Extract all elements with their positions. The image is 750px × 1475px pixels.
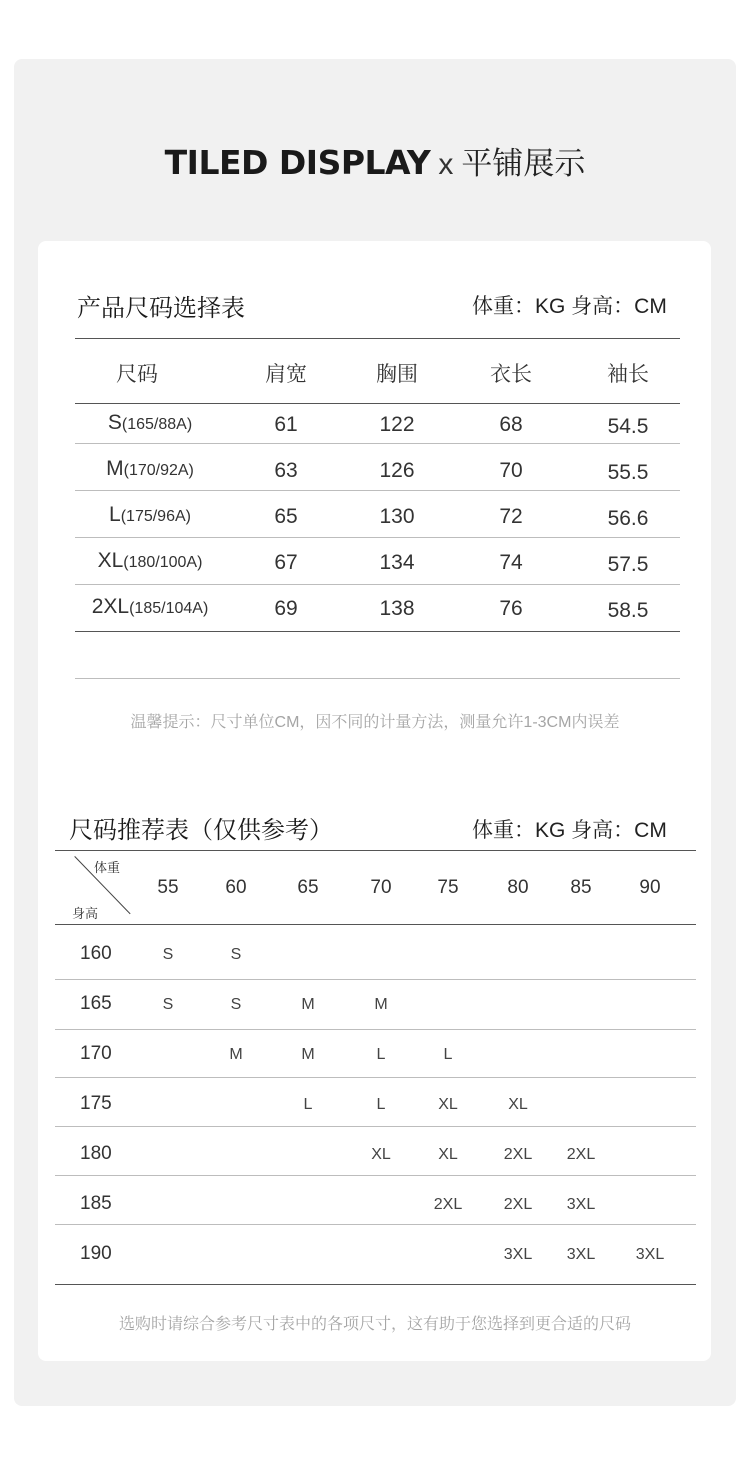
weight-col-header: 90 bbox=[639, 877, 661, 898]
heading-chinese: 平铺展示 bbox=[461, 146, 586, 181]
size-table-cell: 55.5 bbox=[607, 461, 649, 484]
recommend-cell: 3XL bbox=[566, 1196, 596, 1213]
size-table-end-rule bbox=[75, 631, 680, 632]
height-label: 170 bbox=[80, 1043, 112, 1064]
height-label: 180 bbox=[80, 1143, 112, 1164]
size-table-header-rule bbox=[75, 403, 680, 404]
recommend-row-rule bbox=[55, 1029, 696, 1030]
size-table-row bbox=[0, 457, 750, 487]
size-col-header: 尺码 bbox=[116, 363, 158, 386]
recommend-row-rule bbox=[55, 1175, 696, 1176]
recommend-row bbox=[0, 943, 750, 973]
recommend-row-rule bbox=[55, 1126, 696, 1127]
size-code: L bbox=[109, 503, 121, 526]
recommend-cell: XL bbox=[438, 1096, 458, 1113]
size-table-header bbox=[0, 358, 750, 388]
recommend-cell: 2XL bbox=[433, 1196, 463, 1213]
size-code: XL bbox=[97, 549, 124, 572]
size-table-cell: 134 bbox=[379, 551, 415, 574]
size-code: S bbox=[107, 411, 122, 434]
recommend-row bbox=[0, 993, 750, 1023]
size-table-cell: 56.6 bbox=[607, 507, 649, 530]
recommend-row-rule bbox=[55, 1077, 696, 1078]
size-label bbox=[108, 411, 192, 435]
heading-english: TILED DISPLAY bbox=[164, 143, 431, 182]
recommend-title: 尺码推荐表（仅供参考） bbox=[69, 817, 333, 844]
size-table-cell: 130 bbox=[379, 505, 415, 528]
corner-weight-label: 体重 bbox=[94, 860, 121, 875]
size-label bbox=[92, 595, 209, 619]
recommend-cell: L bbox=[303, 1096, 313, 1113]
weight-col-header: 65 bbox=[297, 877, 319, 898]
recommend-cell: L bbox=[376, 1096, 386, 1113]
corner-height-label: 身高 bbox=[72, 906, 99, 921]
recommend-row bbox=[0, 1143, 750, 1173]
recommend-cell: 3XL bbox=[566, 1246, 596, 1263]
size-label bbox=[98, 549, 203, 573]
recommend-row-rule bbox=[55, 979, 696, 980]
weight-col-header: 55 bbox=[157, 877, 179, 898]
size-table-cell: 72 bbox=[499, 505, 523, 528]
size-code: 2XL bbox=[91, 595, 130, 618]
height-label: 190 bbox=[80, 1243, 112, 1264]
size-row-rule bbox=[75, 490, 680, 491]
size-tip: 温馨提示：尺寸单位CM，因不同的计量方法，测量允许1-3CM内误差 bbox=[130, 714, 620, 731]
size-table-cell: 54.5 bbox=[607, 415, 649, 438]
size-table-cell: 138 bbox=[379, 597, 415, 620]
page-heading bbox=[0, 143, 750, 190]
height-label: 165 bbox=[80, 993, 112, 1014]
size-label bbox=[109, 503, 191, 527]
size-table-cell: 58.5 bbox=[607, 599, 649, 622]
recommend-row bbox=[0, 1243, 750, 1273]
size-row-rule bbox=[75, 584, 680, 585]
size-col-header: 胸围 bbox=[376, 363, 418, 386]
recommend-cell: XL bbox=[508, 1096, 528, 1113]
recommend-cell: S bbox=[162, 996, 174, 1013]
size-col-header: 衣长 bbox=[490, 363, 532, 386]
size-table-cell: 61 bbox=[274, 413, 298, 436]
recommend-cell: S bbox=[162, 946, 174, 963]
size-table-cell: 65 bbox=[274, 505, 298, 528]
weight-col-header: 85 bbox=[570, 877, 592, 898]
size-table-cell: 74 bbox=[499, 551, 523, 574]
size-table-cell: 122 bbox=[379, 413, 415, 436]
heading-separator: x bbox=[438, 148, 454, 181]
size-label bbox=[106, 457, 194, 481]
size-table-cell: 76 bbox=[499, 597, 523, 620]
recommend-cell: S bbox=[230, 946, 242, 963]
height-label: 175 bbox=[80, 1093, 112, 1114]
recommend-cell: 2XL bbox=[566, 1146, 596, 1163]
recommend-cell: 2XL bbox=[503, 1196, 533, 1213]
size-col-header: 袖长 bbox=[607, 363, 649, 386]
recommend-cell: 3XL bbox=[503, 1246, 533, 1263]
size-table-cell: 67 bbox=[274, 551, 298, 574]
recommend-footer: 选购时请综合参考尺寸表中的各项尺寸，这有助于您选择到更合适的尺码 bbox=[118, 1316, 631, 1333]
recommend-cell: L bbox=[376, 1046, 386, 1063]
size-spec: (185/104A) bbox=[129, 600, 209, 617]
size-spec: (170/92A) bbox=[123, 462, 194, 479]
recommend-cell: M bbox=[301, 1046, 315, 1063]
height-label: 185 bbox=[80, 1193, 112, 1214]
size-table-cell: 70 bbox=[499, 459, 523, 482]
recommend-cell: 2XL bbox=[503, 1146, 533, 1163]
size-table-bottom-rule bbox=[75, 678, 680, 679]
size-spec: (180/100A) bbox=[123, 554, 203, 571]
size-row-rule bbox=[75, 443, 680, 444]
recommend-header bbox=[55, 850, 696, 924]
size-col-header: 肩宽 bbox=[265, 363, 307, 386]
size-table-top-rule bbox=[75, 338, 680, 339]
size-spec: (165/88A) bbox=[121, 416, 193, 433]
recommend-unit: 体重：KG 身高：CM bbox=[472, 819, 667, 842]
recommend-row bbox=[0, 1193, 750, 1223]
size-chart-unit: 体重：KG 身高：CM bbox=[472, 295, 667, 318]
size-table-cell: 57.5 bbox=[607, 553, 649, 576]
size-code: M bbox=[106, 457, 124, 480]
size-table-cell: 69 bbox=[274, 597, 298, 620]
size-table-row bbox=[0, 503, 750, 533]
recommend-bottom-rule bbox=[55, 1284, 696, 1285]
height-label: 160 bbox=[80, 943, 112, 964]
size-chart-title: 产品尺码选择表 bbox=[77, 295, 245, 322]
size-table-cell: 68 bbox=[499, 413, 523, 436]
size-spec: (175/96A) bbox=[120, 508, 191, 525]
recommend-cell: L bbox=[443, 1046, 453, 1063]
size-table-row bbox=[0, 549, 750, 579]
weight-col-header: 70 bbox=[370, 877, 392, 898]
recommend-row bbox=[0, 1093, 750, 1123]
recommend-cell: 3XL bbox=[635, 1246, 665, 1263]
weight-col-header: 60 bbox=[225, 877, 247, 898]
recommend-row bbox=[0, 1043, 750, 1073]
size-table-cell: 126 bbox=[379, 459, 415, 482]
recommend-cell: XL bbox=[371, 1146, 391, 1163]
weight-col-header: 80 bbox=[507, 877, 529, 898]
recommend-cell: M bbox=[374, 996, 388, 1013]
size-table-row bbox=[0, 411, 750, 441]
recommend-row-rule bbox=[55, 1224, 696, 1225]
recommend-cell: S bbox=[230, 996, 242, 1013]
weight-col-header: 75 bbox=[437, 877, 459, 898]
recommend-header-rule bbox=[55, 924, 696, 925]
recommend-cell: M bbox=[229, 1046, 243, 1063]
recommend-cell: XL bbox=[438, 1146, 458, 1163]
recommend-cell: M bbox=[301, 996, 315, 1013]
size-row-rule bbox=[75, 537, 680, 538]
size-table-cell: 63 bbox=[274, 459, 298, 482]
size-table-row bbox=[0, 595, 750, 625]
